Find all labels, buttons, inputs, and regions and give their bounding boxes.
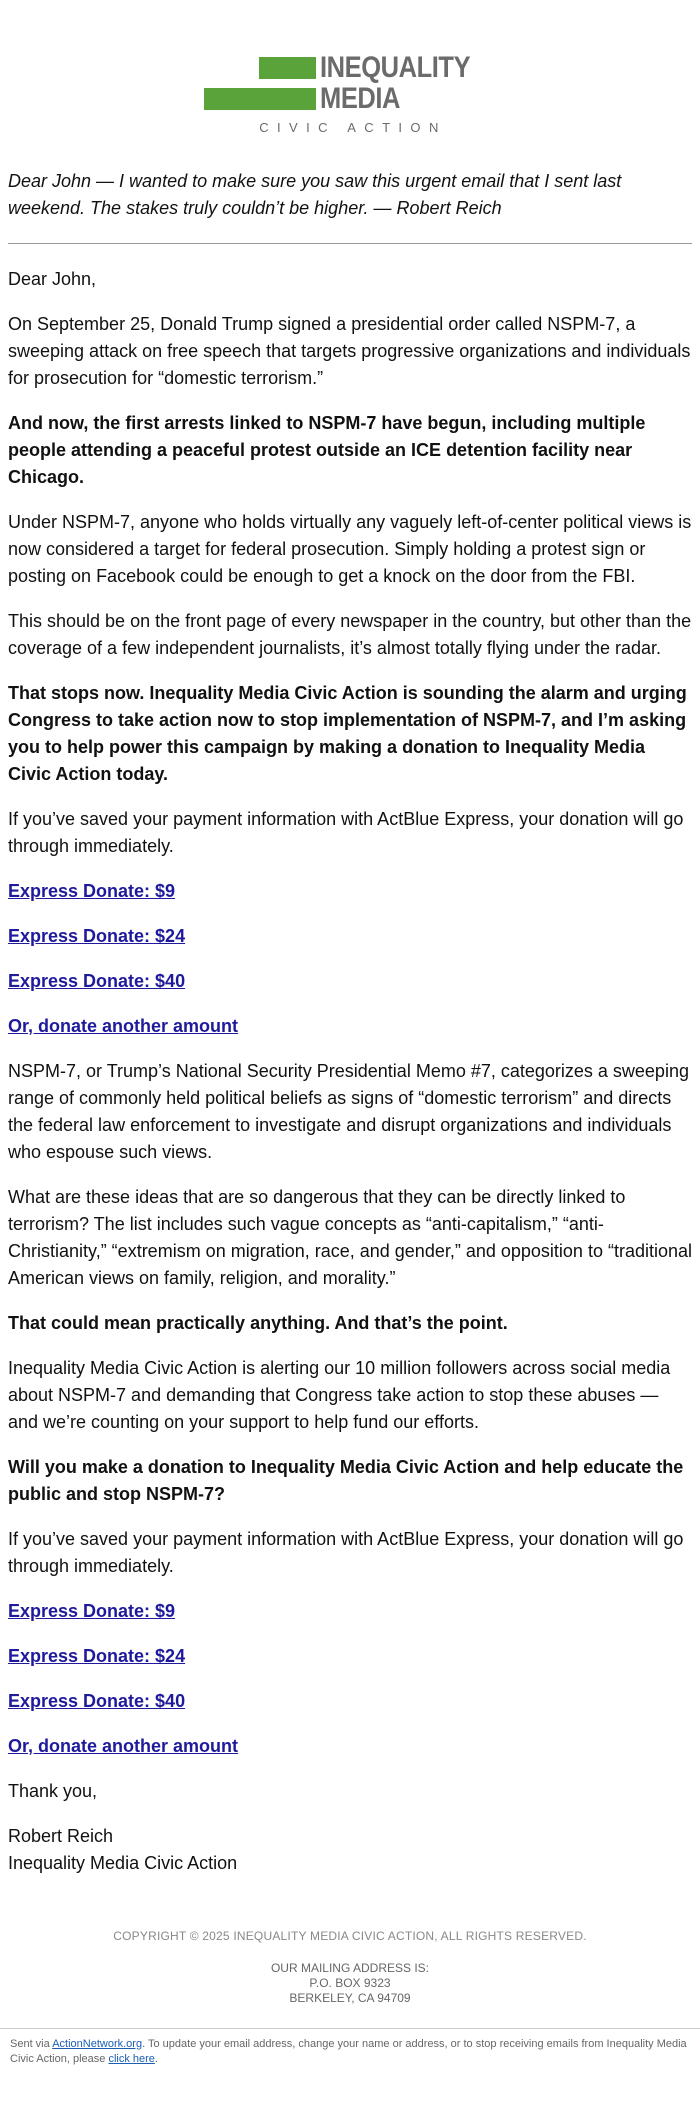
sent-via-text: Sent via xyxy=(10,2038,53,2050)
paragraph-9: That could mean practically anything. And that’s the point. xyxy=(8,1313,508,1333)
paragraph-1: On September 25, Donald Trump signed a presidential order called NSPM-7, a sweeping attack on free speech that targets progressive organizations and individuals for prosecution for “domestic terrorism.” xyxy=(8,314,691,388)
logo-bars-icon xyxy=(204,57,316,110)
mailing-address xyxy=(0,1961,700,2006)
logo-word-inequality: INEQUALITY xyxy=(319,51,470,84)
footer xyxy=(0,1929,700,2006)
express-donate-40-link-2[interactable]: Express Donate: $40 xyxy=(8,1691,186,1711)
donate-other-amount-link-2[interactable]: Or, donate another amount xyxy=(8,1736,239,1756)
closing-thanks: Thank you, xyxy=(8,1781,98,1801)
express-donate-24-link[interactable]: Express Donate: $24 xyxy=(8,926,186,946)
express-donate-24-link-2[interactable]: Express Donate: $24 xyxy=(8,1646,186,1666)
intro-note: Dear John — I wanted to make sure you saw this urgent email that I sent last weekend. The stakes truly couldn’t be higher. — Robert Reich xyxy=(8,171,622,218)
paragraph-8: What are these ideas that are so dangerous that they can be directly linked to terrorism? The list includes such vague concepts as “anti-capitalism,” “anti-Christianity,” “extremism on migration, race, and gender,” and opposition to “traditional American views on family, religion, and morality.” xyxy=(8,1187,692,1288)
donate-other-amount-link[interactable]: Or, donate another amount xyxy=(8,1016,239,1036)
header-logo xyxy=(0,0,700,142)
paragraph-2: And now, the first arrests linked to NSPM-7 have begun, including multiple people attending a peaceful protest outside an ICE detention facility near Chicago. xyxy=(8,413,646,487)
paragraph-12: If you’ve saved your payment information with ActBlue Express, your donation will go through immediately. xyxy=(8,1529,684,1576)
unsubscribe-bar xyxy=(0,2028,700,2075)
express-donate-40-link[interactable]: Express Donate: $40 xyxy=(8,971,186,991)
logo-word-media: MEDIA xyxy=(319,82,400,115)
paragraph-5: That stops now. Inequality Media Civic Action is sounding the alarm and urging Congress to take action now to stop implementation of NSPM-7, and I’m asking you to help power this campaign by making a donation to Inequality Media Civic Action today. xyxy=(8,683,687,784)
unsubscribe-text: . To update your email address, change your name or address, or to stop receiving emails from Inequality Media Civic Action, please xyxy=(10,2038,687,2065)
copyright: COPYRIGHT © 2025 INEQUALITY MEDIA CIVIC ACTION, ALL RIGHTS RESERVED. xyxy=(113,1929,587,1943)
express-donate-9-link-2[interactable]: Express Donate: $9 xyxy=(8,1601,176,1621)
final-period: . xyxy=(154,2053,158,2065)
address-line-1: P.O. BOX 9323 xyxy=(309,1976,391,1990)
greeting: Dear John, xyxy=(8,269,97,289)
logo-tagline: CIVIC ACTION xyxy=(259,120,447,135)
click-here-link[interactable]: click here xyxy=(108,2053,155,2065)
paragraph-7: NSPM-7, or Trump’s National Security Presidential Memo #7, categorizes a sweeping range of commonly held political beliefs as signs of “domestic terrorism” and directs the federal law enforcement to investigate and disrupt organizations and individuals who espouse such views. xyxy=(8,1061,689,1162)
paragraph-10: Inequality Media Civic Action is alerting our 10 million followers across social media about NSPM-7 and demanding that Congress take action to stop these abuses — and we’re counting on your support to help fund our efforts. xyxy=(8,1358,671,1432)
email-body xyxy=(0,266,700,1877)
paragraph-11: Will you make a donation to Inequality Media Civic Action and help educate the public and stop NSPM-7? xyxy=(8,1457,684,1504)
paragraph-4: This should be on the front page of every newspaper in the country, but other than the coverage of a few independent journalists, it’s almost totally flying under the radar. xyxy=(8,611,692,658)
mailing-label: OUR MAILING ADDRESS IS: xyxy=(270,1961,430,1975)
paragraph-6: If you’ve saved your payment information with ActBlue Express, your donation will go through immediately. xyxy=(8,809,684,856)
express-donate-9-link[interactable]: Express Donate: $9 xyxy=(8,881,176,901)
signature-org: Inequality Media Civic Action xyxy=(8,1853,238,1873)
actionnetwork-link[interactable]: ActionNetwork.org xyxy=(52,2038,143,2050)
address-line-2: BERKELEY, CA 94709 xyxy=(289,1991,411,2005)
paragraph-3: Under NSPM-7, anyone who holds virtually any vaguely left-of-center political views is now considered a target for federal prosecution. Simply holding a protest sign or posting on Facebook could be enough to get a knock on the door from the FBI. xyxy=(8,512,692,586)
signature-name: Robert Reich xyxy=(8,1826,114,1846)
divider xyxy=(8,243,692,244)
